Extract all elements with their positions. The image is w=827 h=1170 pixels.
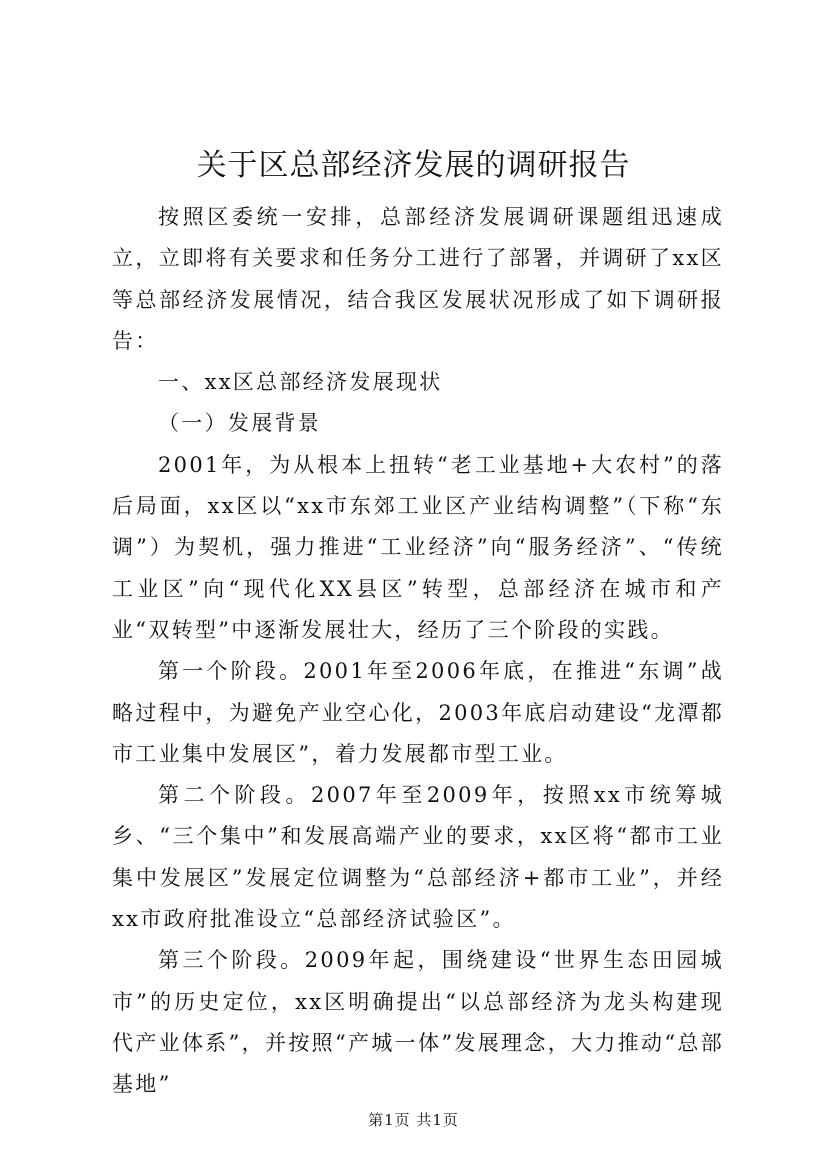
- document-title: 关于区总部经济发展的调研报告: [196, 148, 631, 183]
- subsection-heading: （一）发展背景: [158, 411, 322, 436]
- intro-paragraph: 按照区委统一安排，总部经济发展调研课题组迅速成立，立即将有关要求和任务分工进行了部署，并调研了xx区等总部经济发展情况，结合我区发展状况形成了如下调研报告：: [112, 205, 724, 353]
- section-heading: 一、xx区总部经济发展现状: [158, 370, 443, 395]
- stage-two-paragraph: 第二个阶段。2007年至2009年，按照xx市统筹城乡、“三个集中”和发展高端产业的要求，xx区将“都市工业集中发展区”发展定位调整为“总部经济+都市工业”，并经xx市政府批准设立“总部经济试验区”。: [112, 783, 724, 932]
- stage-three-paragraph: 第三个阶段。2009年起，围绕建设“世界生态田园城市”的历史定位，xx区明确提出“以总部经济为龙头构建现代产业体系”，并按照“产城一体”发展理念，大力推动“总部基地”: [112, 948, 724, 1097]
- document-body: [112, 197, 724, 1106]
- stage-one-paragraph: 第一个阶段。2001年至2006年底，在推进“东调”战略过程中，为避免产业空心化，2003年底启动建设“龙潭都市工业集中发展区”，着力发展都市型工业。: [112, 659, 724, 766]
- background-paragraph: 2001年，为从根本上扭转“老工业基地+大农村”的落后局面，xx区以“xx市东郊工业区产业结构调整”（下称“东调”）为契机，强力推进“工业经济”向“服务经济”、“传统工业区”向“现代化XX县区”转型，总部经济在城市和产业“双转型”中逐渐发展壮大，经历了三个阶段的实践。: [112, 452, 724, 642]
- page-footer: 第1页 共1页: [368, 1111, 459, 1129]
